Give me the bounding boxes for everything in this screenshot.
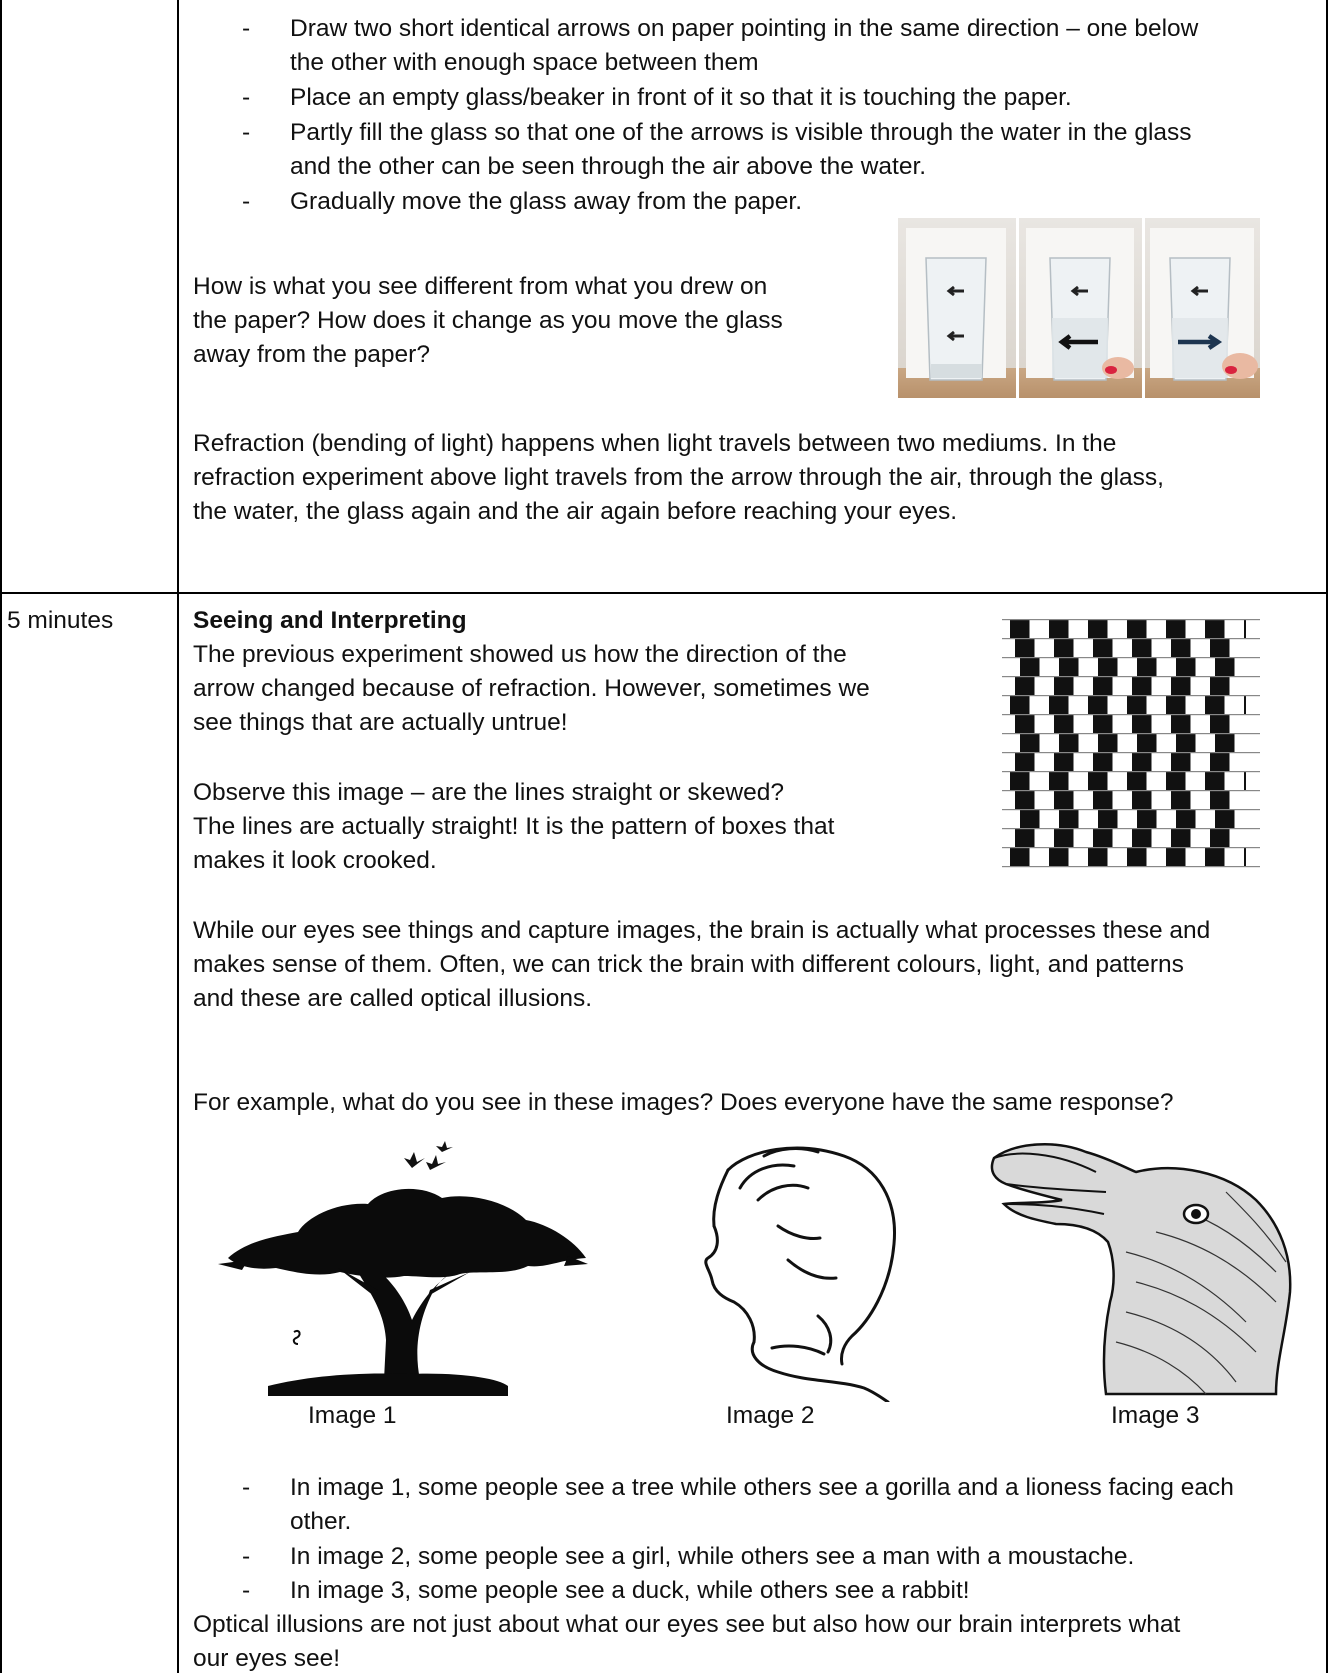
glass-of-water-arrows-photo (898, 218, 1260, 398)
table-column-divider (177, 0, 179, 1673)
girl-man-face-illusion (668, 1140, 918, 1402)
list-item: Draw two short identical arrows on paper pointing in the same direction – one below (290, 15, 1199, 42)
lesson-plan-page: - Draw two short identical arrows on paper pointing in the same direction – one below the other with enough space between them - Place an empty glass/beaker in front of it so that it is touching the paper. - Partly fill the glass so that one of the arrows is visible through the water in the glass and the other can be seen through the air above the water. - Gradually move the glass away from the paper. How is what you see different from what you drew on the paper? How does it change as you move the glass away from the paper? Refraction (bending of light) happens when light travels between two mediums. In the refraction experiment above light travels from the arrow through the air, through the glass, the water, the glass again and the air again before reaching your eyes. 5 minutes Seeing and Interpreting The previous experiment showed us how the direction of the arrow changed because of refraction. However, sometimes we see things that are actually untrue! Observe this image – are the lines straight or skewed? The lines are actually straight! It is the pattern of boxes that makes it look crooked. While our eyes see things and capture images, the brain is actually what processes these and makes sense of them. Often, we can trick the brain with different colours, light, and patterns and these are called optical illusions. For example, what do you see in these images? Does everyone have the same response? Image 1 Image 2 Image 3 - In image 1, some people see a tree while others see a gorilla and a lioness facing each other. - In image 2, some people see a girl, while others see a man with a moustache. - In image 3, some people see a duck, while others see a rabbit! Optical illusions are not just about what our eyes see but also how our brain interprets what our eyes see! (0, 0, 1328, 1673)
list-item: In image 1, some people see a tree while others see a gorilla and a lioness facing each (290, 1474, 1234, 1501)
list-item: In image 2, some people see a girl, while others see a man with a moustache. (290, 1543, 1135, 1570)
list-item: and the other can be seen through the air above the water. (290, 153, 927, 180)
table-row-divider (0, 592, 1328, 594)
list-item: In image 3, some people see a duck, while others see a rabbit! (290, 1577, 970, 1604)
list-item: other. (290, 1508, 352, 1535)
list-item: Gradually move the glass away from the paper. (290, 188, 803, 215)
image-caption: Image 2 (726, 1402, 815, 1429)
table-left-border (0, 0, 2, 1673)
tree-silhouette-illusion (208, 1140, 588, 1400)
image-caption: Image 1 (308, 1402, 397, 1429)
list-item: the other with enough space between them (290, 49, 759, 76)
image-caption: Image 3 (1111, 1402, 1200, 1429)
time-label: 5 minutes (7, 607, 114, 634)
section-heading: Seeing and Interpreting (193, 607, 467, 634)
cafe-wall-illusion (1002, 618, 1260, 870)
list-item: Partly fill the glass so that one of the arrows is visible through the water in the glass (290, 119, 1192, 146)
list-item: Place an empty glass/beaker in front of it so that it is touching the paper. (290, 84, 1072, 111)
example-question: For example, what do you see in these images? Does everyone have the same response? (193, 1089, 1174, 1116)
duck-rabbit-illusion (986, 1132, 1296, 1398)
